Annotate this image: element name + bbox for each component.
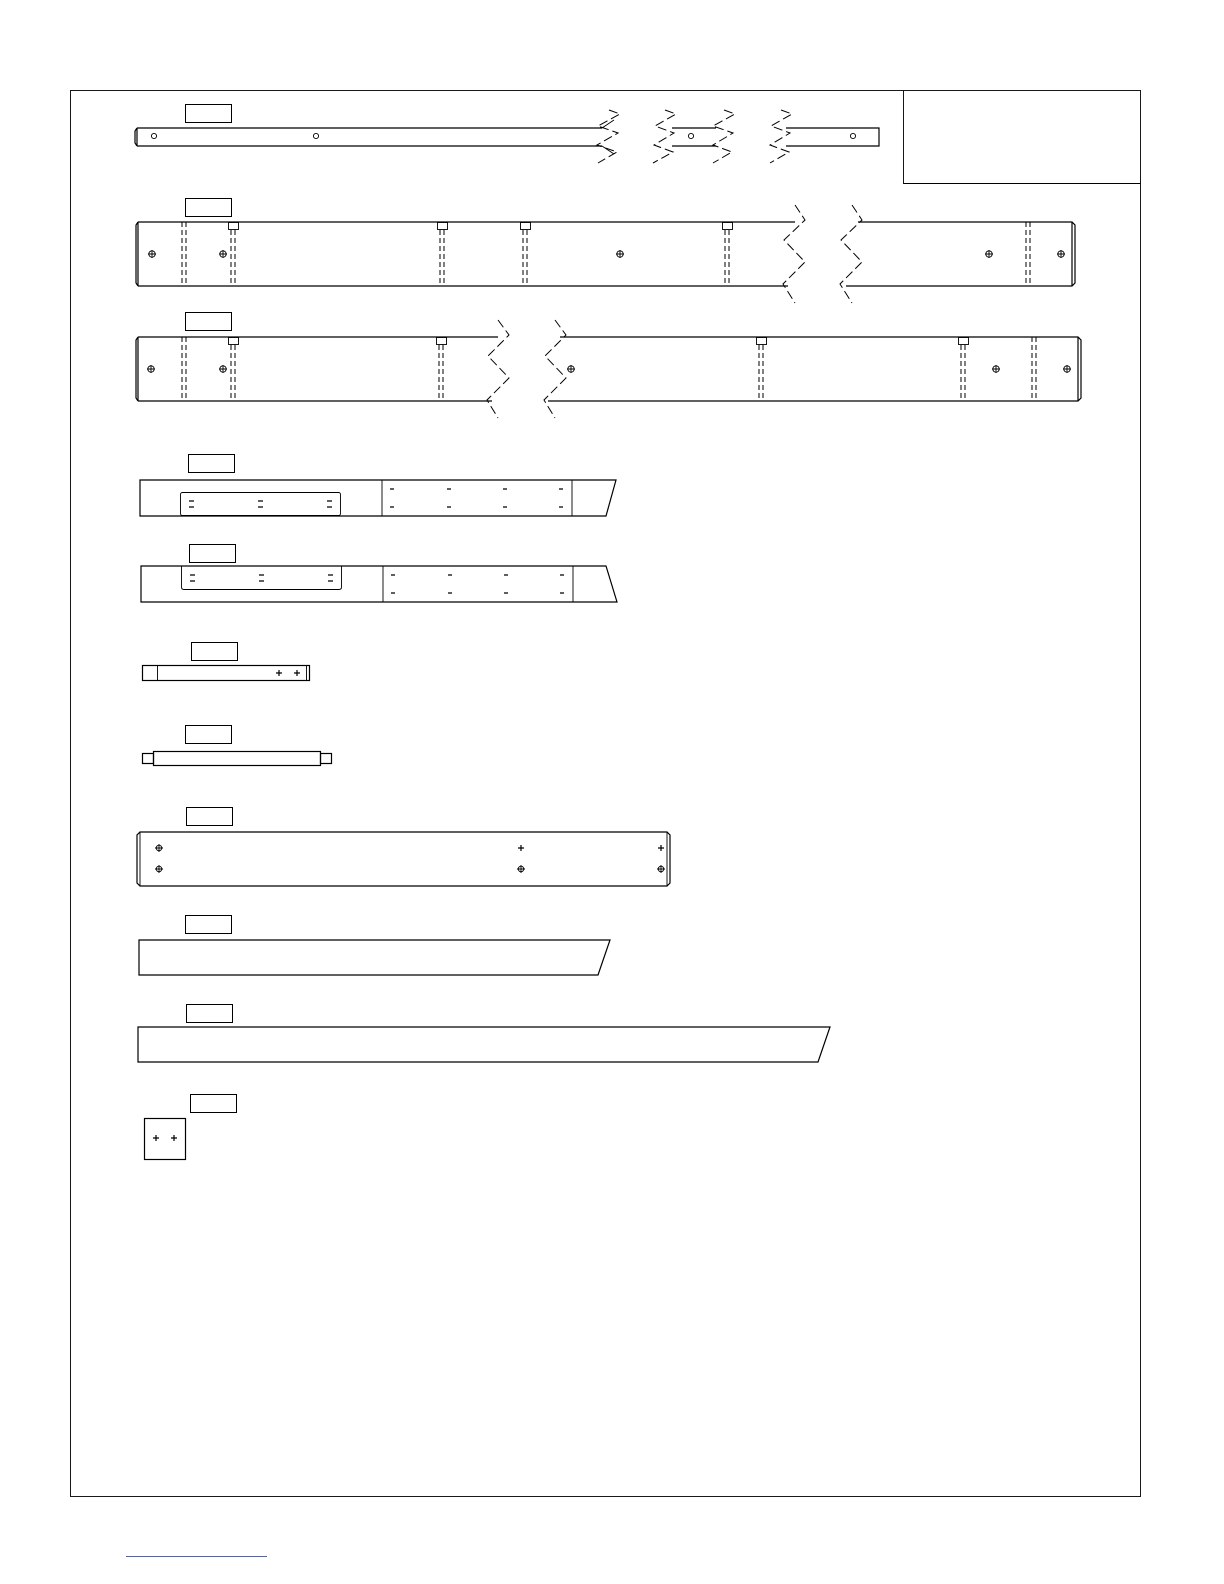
part-8 xyxy=(137,808,670,887)
part-6 xyxy=(143,643,310,681)
part-11 xyxy=(145,1095,237,1160)
part-3 xyxy=(136,313,1081,419)
part-4-label-box xyxy=(189,455,235,473)
part-10 xyxy=(138,1005,830,1063)
title-block xyxy=(904,91,1141,184)
part-1 xyxy=(135,105,879,164)
part-7-label-box xyxy=(186,726,232,744)
part-7 xyxy=(143,726,332,766)
part-5-label-box xyxy=(190,545,236,563)
drawing-frame xyxy=(71,91,1141,1497)
part-9 xyxy=(139,916,610,976)
part-5 xyxy=(141,545,617,603)
part-6-label-box xyxy=(192,643,238,661)
part-3-label-box xyxy=(186,313,232,331)
part-2 xyxy=(136,199,1075,304)
part-9-label-box xyxy=(186,916,232,934)
part-1-label-box xyxy=(186,105,232,123)
part-4 xyxy=(140,455,616,517)
part-2-label-box xyxy=(186,199,232,217)
part-10-label-box xyxy=(187,1005,233,1023)
footer-link-underline[interactable] xyxy=(126,1556,267,1557)
part-8-label-box xyxy=(187,808,233,826)
part-11-label-box xyxy=(191,1095,237,1113)
